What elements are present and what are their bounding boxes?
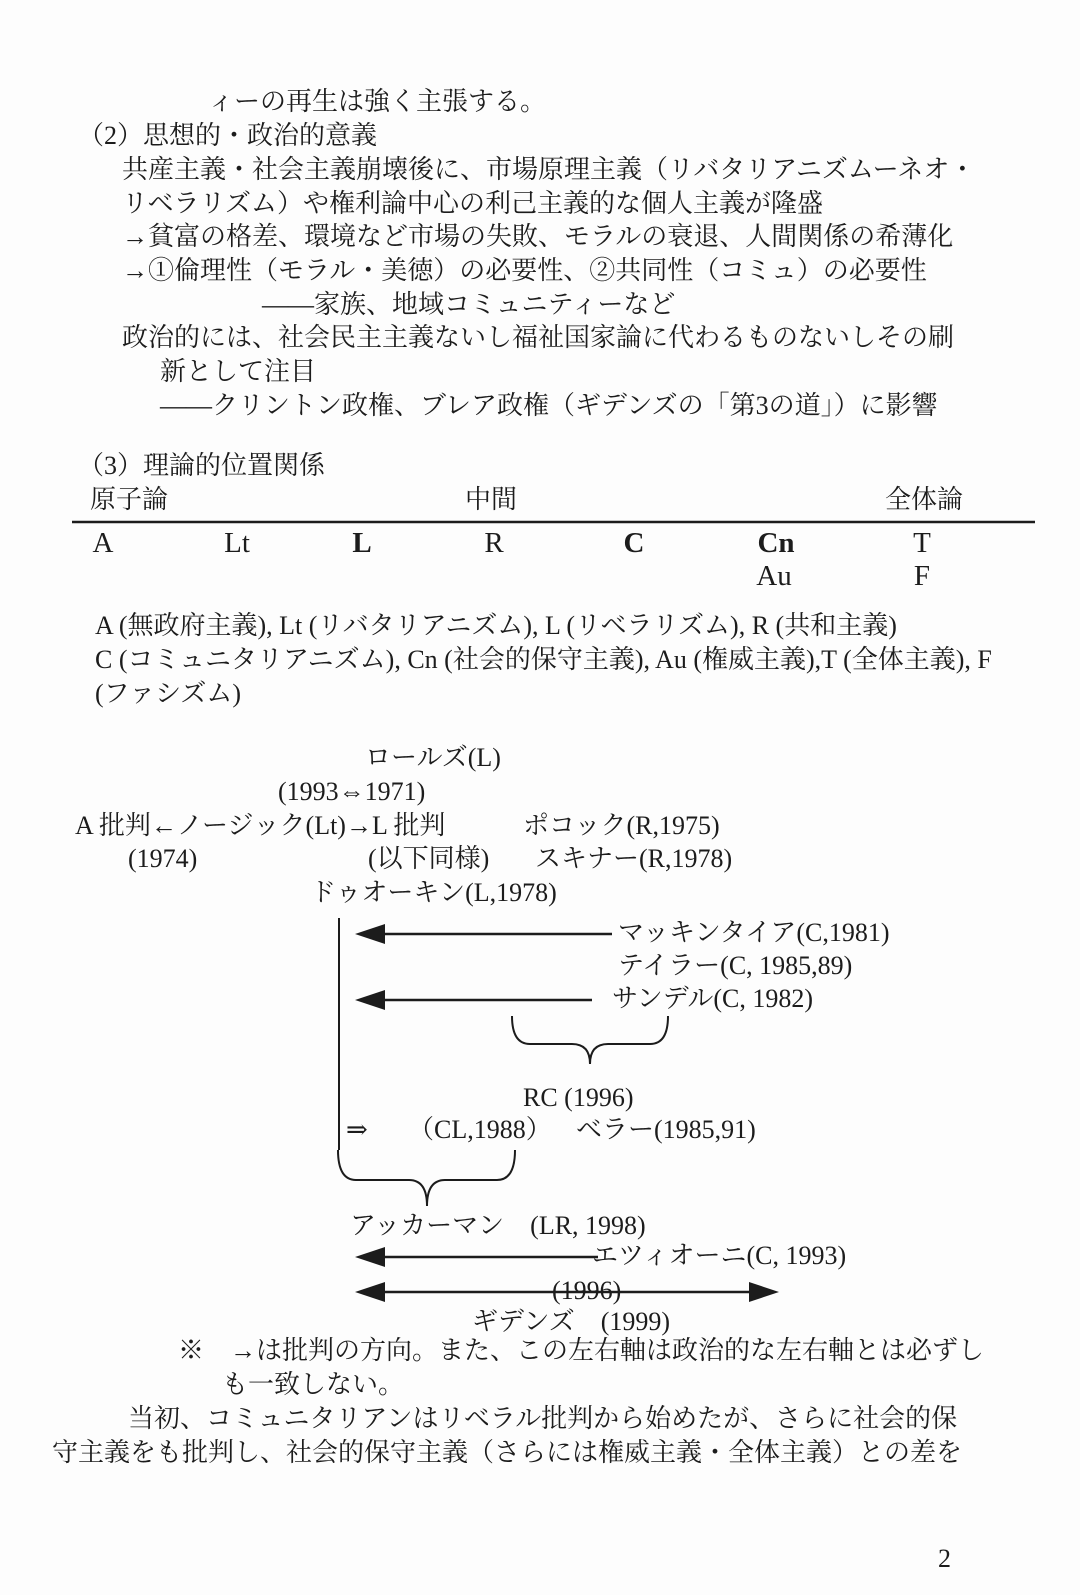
section2-line: 共産主義・社会主義崩壊後に、市場原理主義（リバタリアニズムーネオ・ xyxy=(122,155,976,184)
spectrum-pos-C: C xyxy=(623,527,645,559)
spectrum-pos-R: R xyxy=(484,527,504,559)
node-sandel: サンデル(C, 1982) xyxy=(612,984,814,1013)
note-line: も一致しない。 xyxy=(222,1370,405,1399)
node-rc: RC (1996) xyxy=(523,1083,634,1112)
note-line: ※ →は批判の方向。また、この左右軸は政治的な左右軸とは必ずし xyxy=(178,1336,985,1365)
section3-heading: （3）理論的位置関係 xyxy=(78,451,326,480)
node-ackerman: アッカーマン (LR, 1998) xyxy=(350,1211,646,1240)
node-same-below: (以下同様) xyxy=(368,844,490,873)
node-nozick-year: (1974) xyxy=(128,844,198,873)
node-nozick: A 批判←ノージック(Lt)→L 批判 xyxy=(75,811,446,840)
node-rawls: ロールズ(L) xyxy=(365,743,501,772)
spectrum-label-right: 全体論 xyxy=(885,485,964,514)
spectrum-pos-Lt: Lt xyxy=(224,527,250,559)
section2-line: ——クリントン政権、ブレア政権（ギデンズの「第3の道」）に影響 xyxy=(160,391,938,420)
section2-line: →①倫理性（モラル・美徳）の必要性、②共同性（コミュ）の必要性 xyxy=(122,256,927,285)
arrow-sandel-left xyxy=(355,990,592,1010)
legend-line: A (無政府主義), Lt (リバタリアニズム), L (リベラリズム), R (共和主義) xyxy=(95,611,897,640)
spectrum-pos-L: L xyxy=(352,527,372,559)
spectrum-label-center: 中間 xyxy=(464,485,518,514)
node-pocock: ポコック(R,1975) xyxy=(523,811,720,840)
legend-line: (ファシズム) xyxy=(95,679,242,708)
node-etzioni: エツィオーニ(C, 1993) xyxy=(592,1241,847,1270)
section2-line: 新として注目 xyxy=(160,357,317,386)
node-1996: (1996) xyxy=(549,1275,624,1308)
spectrum-pos-A: A xyxy=(92,527,114,559)
spectrum-pos-T: T xyxy=(913,527,931,559)
node-skinner: スキナー(R,1978) xyxy=(535,844,733,873)
spectrum-pos-Au: Au xyxy=(756,560,792,592)
closing-line: 当初、コミュニタリアンはリベラル批判から始めたが、さらに社会的保 xyxy=(128,1404,958,1433)
spectrum-label-left: 原子論 xyxy=(90,485,169,514)
node-dworkin: ドゥオーキン(L,1978) xyxy=(310,878,557,907)
section2-line: 政治的には、社会民主主義ないし福祉国家論に代わるものないしその刷 xyxy=(122,323,955,352)
node-rawls-years: (1993⇔1971) xyxy=(278,777,426,806)
node-taylor: テイラー(C, 1985,89) xyxy=(618,951,853,980)
section2-line: リベラリズム）や権利論中心の利己主義的な個人主義が隆盛 xyxy=(122,189,823,218)
section2-heading: （2）思想的・政治的意義 xyxy=(78,121,378,150)
node-cl: （CL,1988） xyxy=(408,1115,552,1144)
node-macintyre: マッキンタイア(C,1981) xyxy=(618,918,890,947)
carryover-line: ィーの再生は強く主張する。 xyxy=(208,87,547,116)
section2-line: ——家族、地域コミュニティーなど xyxy=(262,290,676,319)
page-number: 2 xyxy=(938,1544,951,1573)
arrow-etzioni-left xyxy=(355,1247,598,1267)
node-bellah: ベラー(1985,91) xyxy=(576,1115,756,1144)
closing-line: 守主義をも批判し、社会的保守主義（さらには権威主義・全体主義）との差を xyxy=(52,1438,963,1467)
brace-to-ackerman xyxy=(338,1150,515,1206)
legend-line: C (コミュニタリアニズム), Cn (社会的保守主義), Au (権威主義),T (全体主義), F xyxy=(95,645,992,674)
spectrum-pos-Cn: Cn xyxy=(757,527,795,559)
arrow-macintyre-left xyxy=(355,924,612,944)
section2-line: →貧富の格差、環境など市場の失敗、モラルの衰退、人間関係の希薄化 xyxy=(122,222,954,251)
implies-arrow: ⇒ xyxy=(346,1115,368,1144)
node-giddens: ギデンズ (1999) xyxy=(472,1307,671,1336)
brace-to-rc xyxy=(512,1016,668,1064)
spectrum-pos-F: F xyxy=(913,560,931,592)
